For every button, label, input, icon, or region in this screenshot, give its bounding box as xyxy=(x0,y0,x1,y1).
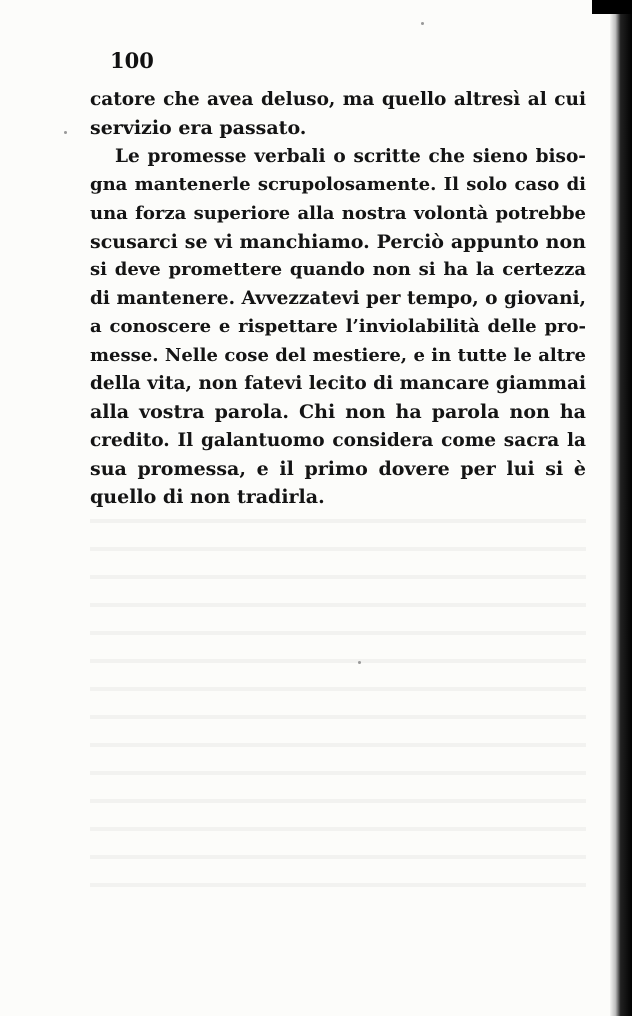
text-line: a conoscere e rispettare l’inviolabilità delle pro- xyxy=(90,316,586,338)
text-line: servizio era passato. xyxy=(90,117,307,140)
text-line: quello di non tradirla. xyxy=(90,486,325,509)
text-line: sua promessa, e il primo dovere per lui si è xyxy=(90,458,586,481)
text-line: si deve promettere quando non si ha la certezza xyxy=(90,259,586,281)
paper-speck xyxy=(64,131,67,134)
page-edge-shadow xyxy=(610,0,632,1016)
text-line: scusarci se vi manchiamo. Perciò appunto non xyxy=(90,230,586,253)
page-number: 100 xyxy=(110,48,154,73)
text-line: catore che avea deluso, ma quello altresì al cui xyxy=(90,89,586,110)
page-corner-shadow xyxy=(592,0,632,14)
text-line: alla vostra parola. Chi non ha parola non ha xyxy=(90,401,586,424)
paper-speck xyxy=(421,22,424,25)
text-line: gna mantenerle scrupolosamente. Il solo caso di xyxy=(90,174,586,196)
text-line: della vita, non fatevi lecito di mancare giammai xyxy=(90,372,586,394)
bleed-through-texture xyxy=(90,505,586,905)
body-text xyxy=(90,86,586,512)
text-line: una forza superiore alla nostra volontà potrebbe xyxy=(90,202,586,224)
paper-speck xyxy=(358,661,361,664)
text-line: messe. Nelle cose del mestiere, e in tutte le altre xyxy=(90,344,586,366)
text-line: Le promesse verbali o scritte che sieno biso- xyxy=(115,145,586,167)
text-line: di mantenere. Avvezzatevi per tempo, o giovani, xyxy=(90,287,586,309)
text-line: credito. Il galantuomo considera come sacra la xyxy=(90,429,586,451)
